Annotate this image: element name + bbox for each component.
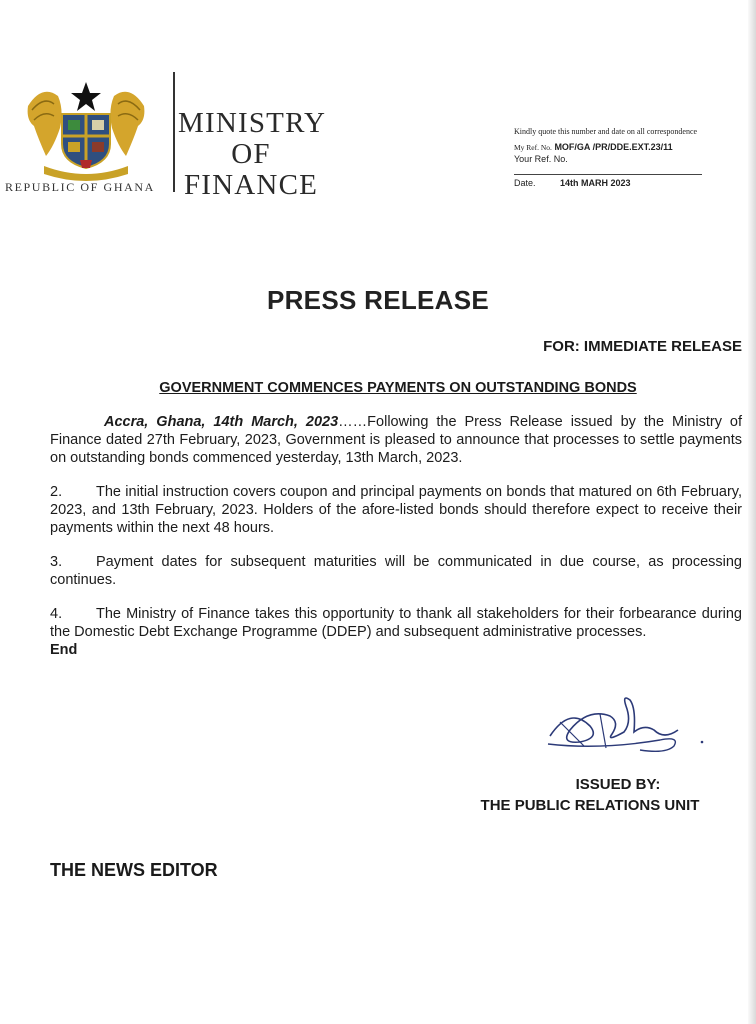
dateline: Accra, Ghana, 14th March, 2023 [104,414,339,430]
my-ref-value: MOF/GA /PR/DDE.EXT.23/11 [554,142,673,152]
ministry-title [178,107,327,201]
your-ref-label: Your Ref. No. [514,154,568,164]
paragraph-2-text: The initial instruction covers coupon and principal payments on bonds that matured on 6th February, 2023, and 13th February, 2023. Holders of the afore-listed bonds should therefore expect to receive their payments within the next 48 hours. [50,484,742,536]
paragraph-2 [50,483,742,537]
paragraph-1-text: ……Following the Press Release issued by the Ministry of Finance dated 27th February, 2023, Government is pleased to announce that processes to settle payments on outstanding bonds commenced yesterday, 13th March, 2023. [50,414,743,466]
letterhead-divider [173,72,175,192]
paragraph-1 [50,413,742,467]
ministry-line: OF [231,138,271,170]
page-edge [748,0,756,1024]
republic-label: REPUBLIC OF GHANA [5,180,155,194]
page-title: PRESS RELEASE [266,285,490,315]
paragraph-number: 3. [50,554,63,570]
my-ref-label: My Ref. No. [514,143,552,152]
release-type: FOR: IMMEDIATE RELEASE [543,338,742,355]
signature-icon [540,686,710,766]
paragraph-4 [50,605,742,641]
coat-of-arms-icon [24,76,148,184]
issued-by-label: ISSUED BY: [575,776,661,793]
paragraph-3-text: Payment dates for subsequent maturities will be communicated in due course, as processing continues. [50,554,742,588]
release-heading: GOVERNMENT COMMENCES PAYMENTS ON OUTSTANDING BONDS [159,380,637,396]
paragraph-4-text: The Ministry of Finance takes this opportunity to thank all stakeholders for their forbearance during the Domestic Debt Exchange Programme (DDEP) and subsequent administrative processes. [50,606,742,640]
paragraph-number: 2. [50,484,63,500]
paragraph-number: 4. [50,606,63,622]
ministry-line: FINANCE [183,169,319,201]
date-value: 14th MARH 2023 [560,178,631,188]
reference-instruction: Kindly quote this number and date on all correspondence [514,127,698,136]
my-ref-row [514,142,724,152]
paragraph-3 [50,553,742,589]
reference-block [514,127,724,188]
date-label: Date. [514,178,536,188]
issuing-unit: THE PUBLIC RELATIONS UNIT [480,797,700,814]
addressee: THE NEWS EDITOR [50,860,218,880]
ministry-line: MINISTRY [178,107,327,139]
issued-by-block [460,774,720,816]
release-body [50,413,742,675]
end-marker: End [50,642,78,658]
reference-rule [514,174,702,175]
date-row [514,178,724,188]
